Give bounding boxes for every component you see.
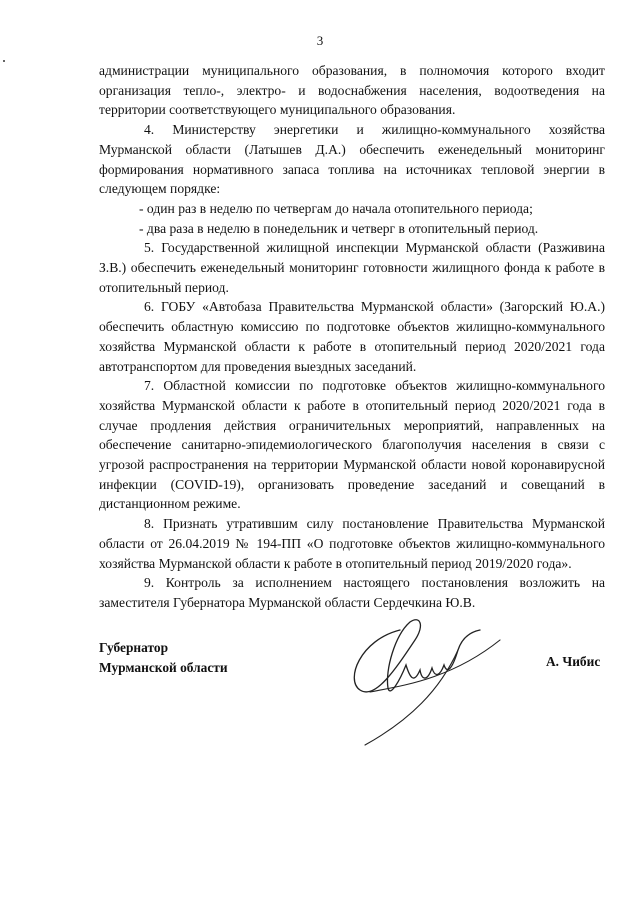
page-number: 3 [316,33,324,48]
handwritten-signature [340,610,510,750]
paragraph-item-8: 8. Признать утратившим силу постановление Правительства Мурманской области от 26.04.2019 № 194-ПП «О подготовке объектов жилищно-коммунального хозяйства Мурманской области к работе в отопительный период 2019/2020 года». [99,516,605,571]
signatory-name: А. Чибис [546,654,601,669]
margin-mark [3,60,5,62]
paragraph-continuation: администрации муниципального образования, в полномочия которого входит организация тепло-, электро- и водоснабжения населения, водоотведения на территории соответствующего муниципального образования. [99,63,605,118]
list-item-thursdays: - один раз в неделю по четвергам до начала отопительного периода; [139,200,533,216]
paragraph-item-5: 5. Государственной жилищной инспекции Мурманской области (Разживина З.В.) обеспечить еженедельный мониторинг готовности жилищного фонда к работе в отопительный период. [99,240,605,295]
signatory-title-line2: Мурманской области [99,660,228,675]
paragraph-item-9: 9. Контроль за исполнением настоящего постановления возложить на заместителя Губернатора Мурманской области Сердечкина Ю.В. [99,575,605,610]
signatory-title-line1: Губернатор [99,640,169,655]
paragraph-item-6: 6. ГОБУ «Автобаза Правительства Мурманской области» (Загорский Ю.А.) обеспечить областную комиссию по подготовке объектов жилищно-коммунального хозяйства Мурманской области к работе в отопительный период 2020/2021 года автотранспортом для проведения выездных заседаний. [99,299,605,374]
paragraph-item-7: 7. Областной комиссии по подготовке объектов жилищно-коммунального хозяйства Мурманской области к работе в отопительный период 2020/2021 года в случае продления действия ограничительных мероприятий, направленных на обеспечение санитарно-эпидемиологического благополучия населения в связи с угрозой распространения на территории Мурманской области новой коронавирусной инфекции (COVID-19), организовать проведение заседаний и совещаний в дистанционном режиме. [99,378,605,512]
paragraph-item-4: 4. Министерству энергетики и жилищно-коммунального хозяйства Мурманской области (Латышев Д.А.) обеспечить еженедельный мониторинг формирования нормативного запаса топлива на источниках тепловой энергии в следующем порядке: [99,122,605,197]
list-item-mon-thu: - два раза в неделю в понедельник и четверг в отопительный период. [139,220,539,236]
signatory-title [99,638,228,678]
document-body [99,61,605,613]
